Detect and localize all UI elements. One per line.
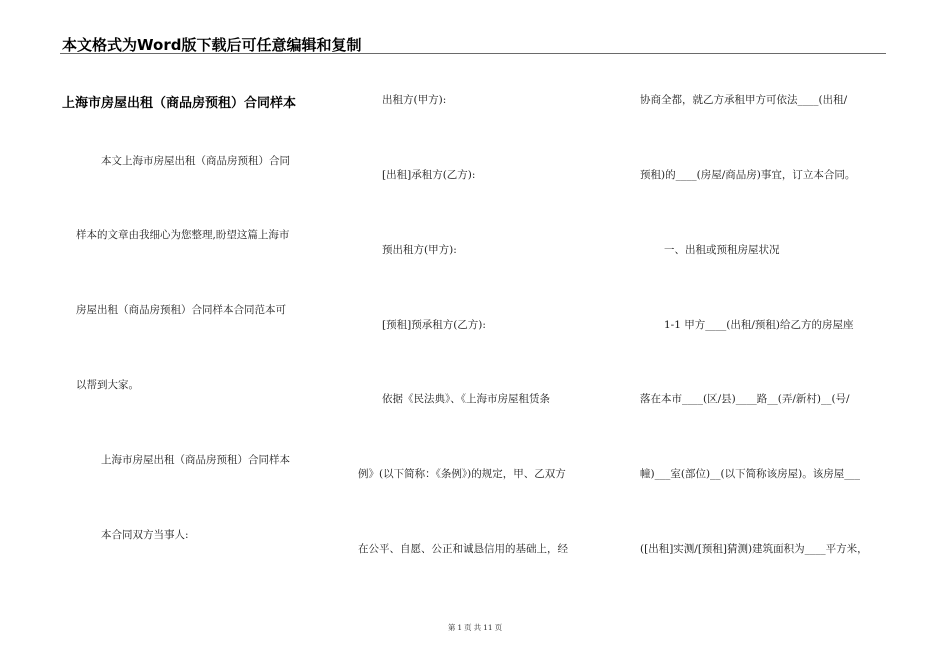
column2-line: 依据《民法典》、《上海市房屋租赁条: [382, 393, 550, 405]
page-word: 第: [447, 623, 456, 632]
column2-line: 预出租方(甲方):: [382, 244, 457, 256]
column2-line: [出租]承租方(乙方):: [382, 169, 476, 181]
total-word: 共: [473, 623, 482, 632]
document-title: 上海市房屋出租（商品房预租）合同样本: [62, 96, 297, 111]
total-unit: 页: [494, 623, 503, 632]
column1-line: 本文上海市房屋出租（商品房预租）合同: [101, 155, 290, 167]
column1-line: 以帮到大家。: [76, 379, 139, 391]
header-divider: [60, 53, 886, 54]
column3-line: 落在本市____(区/县)____路__(弄/新村)__(号/: [640, 393, 850, 405]
column3-line: ([出租]实测/[预租]猜测)建筑面积为____平方米，: [640, 543, 868, 555]
column2-line: 例》(以下简称：《条例》)的规定，甲、乙双方: [358, 468, 566, 480]
column3-line: 一、出租或预租房屋状况: [664, 244, 780, 256]
column3-line: 协商全都，就乙方承租甲方可依法____(出租/: [640, 94, 848, 106]
column1-line: 房屋出租（商品房预租）合同样本合同范本可: [76, 304, 286, 316]
column2-line: 出租方(甲方):: [382, 94, 447, 106]
page-number: 1: [457, 623, 463, 632]
column1-line: 本合同双方当事人:: [101, 529, 189, 541]
column3-line: 预租)的____(房屋/商品房)事宜，订立本合同。: [640, 169, 856, 181]
column2-line: 在公平、自愿、公正和诚恳信用的基础上，经: [358, 543, 568, 555]
column1-line: 样本的文章由我细心为您整理,盼望这篇上海市: [76, 229, 290, 241]
column1-line: 上海市房屋出租（商品房预租）合同样本: [101, 454, 290, 466]
page-unit: 页: [464, 623, 472, 632]
column3-line: 1-1 甲方____(出租/预租)给乙方的房屋座: [664, 319, 854, 331]
column3-line: 幢)___室(部位)__(以下简称该房屋)。该房屋___: [640, 468, 860, 480]
page-indicator: [0, 622, 950, 633]
column2-line: [预租]预承租方(乙方):: [382, 319, 486, 331]
total-pages: 11: [483, 623, 493, 632]
header-title: 本文格式为Word版下载后可任意编辑和复制: [62, 36, 362, 54]
